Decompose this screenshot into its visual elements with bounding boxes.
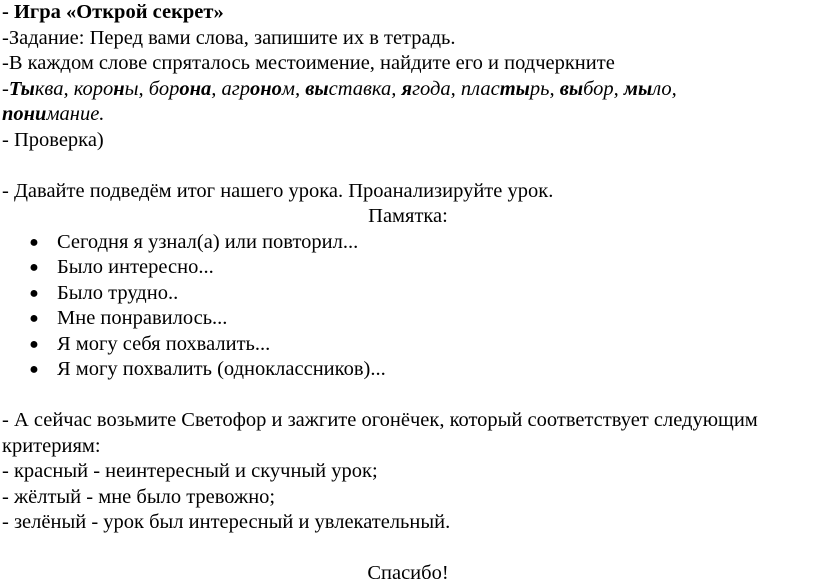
words-line — [2, 77, 814, 103]
hidden-pronoun: вы — [305, 77, 329, 100]
memo-item: ● Я могу похвалить (одноклассников)... — [2, 357, 814, 383]
hidden-pronoun: пони — [2, 103, 47, 125]
word-separator: , — [138, 77, 149, 100]
word-part: ло — [652, 77, 672, 100]
hidden-pronoun: Ты — [8, 77, 35, 100]
hidden-pronoun: оно — [249, 77, 282, 100]
check-line: - Проверка) — [2, 128, 104, 151]
word-part: ква — [34, 77, 64, 100]
task-line: -Задание: Перед вами слова, запишите их в тетрадь. — [2, 26, 456, 49]
word-part: рь — [529, 77, 550, 100]
word-part: бор — [583, 77, 614, 100]
word-part: бор — [148, 77, 180, 100]
bullet-icon: ● — [29, 335, 39, 353]
word-part: ы — [124, 77, 139, 100]
hidden-pronoun: я — [401, 77, 413, 100]
document-page — [2, 0, 814, 587]
word-part: коро — [73, 77, 114, 100]
thanks-line: Спасибо! — [367, 562, 449, 584]
word-separator: , — [211, 77, 222, 100]
hidden-pronoun: вы — [559, 77, 584, 100]
word-separator: , — [549, 77, 560, 100]
memo-item: ● Я могу себя похвалить... — [2, 332, 814, 358]
memo-title: Памятка: — [368, 205, 448, 227]
word-part: агр — [221, 77, 250, 100]
hidden-pronoun: она — [179, 77, 212, 100]
criterion-red: - красный - неинтересный и скучный урок; — [2, 460, 378, 482]
summary-line: - Давайте подведём итог нашего урока. Проанализируйте урок. — [2, 179, 554, 202]
bullet-icon: ● — [29, 284, 39, 302]
criterion-green: - зелёный - урок был интересный и увлекательный. — [2, 511, 451, 533]
bullet-icon: ● — [29, 233, 39, 251]
svetofor-line-continued: критериям: — [2, 434, 101, 457]
memo-item: ● Мне понравилось... — [2, 306, 814, 332]
hidden-pronoun: ты — [499, 77, 530, 100]
word-separator: , — [63, 77, 74, 100]
hidden-pronoun: н — [113, 77, 125, 100]
criterion-yellow: - жёлтый - мне было тревожно; — [2, 485, 276, 508]
word-part: плас — [460, 77, 500, 100]
bullet-icon: ● — [29, 361, 39, 378]
word-part: мание. — [46, 103, 105, 125]
hint-line: -В каждом слове спряталось местоимение, найдите его и подчеркните — [2, 52, 615, 74]
hidden-words-list — [2, 78, 677, 100]
memo-list — [2, 230, 814, 383]
memo-item: ● Было интересно... — [2, 255, 814, 281]
words-line-continued — [2, 102, 814, 128]
word-part: м — [281, 77, 295, 100]
word-prefix: - — [2, 77, 9, 100]
word-separator: , — [613, 77, 624, 100]
memo-item: ● Было трудно.. — [2, 281, 814, 307]
word-separator: , — [294, 77, 306, 100]
memo-item: ● Сегодня я узнал(а) или повторил... — [2, 230, 814, 256]
word-separator: , — [391, 77, 402, 100]
word-part: года — [412, 77, 451, 100]
bullet-icon: ● — [29, 310, 39, 327]
word-part: ставка — [328, 77, 392, 100]
word-separator: , — [450, 77, 461, 100]
svetofor-line: - А сейчас возьмите Светофор и зажгите огонёчек, который соответствует следующим — [2, 409, 758, 431]
word-separator: , — [671, 77, 677, 100]
bullet-icon: ● — [29, 259, 39, 276]
hidden-words-list-continued — [2, 103, 104, 125]
game-title: - Игра «Открой секрет» — [2, 1, 224, 23]
hidden-pronoun: мы — [623, 77, 653, 100]
spacer — [2, 153, 814, 179]
spacer — [2, 536, 814, 562]
spacer — [2, 383, 814, 409]
